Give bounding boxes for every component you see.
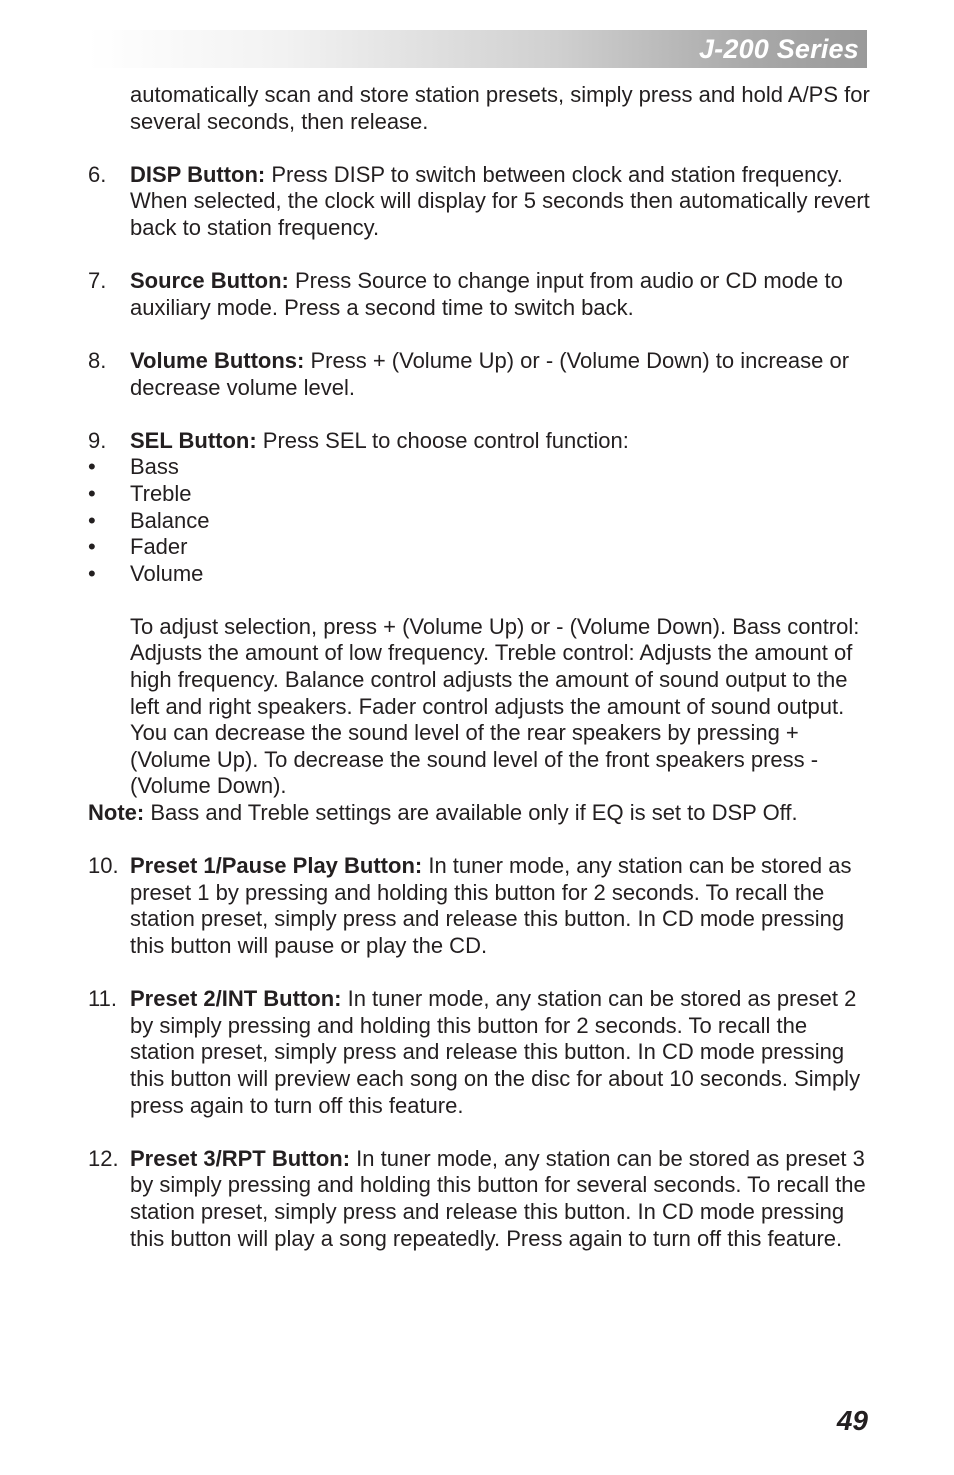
list-item-preset-1: [88, 853, 878, 959]
item-text: Press Source to change input from audio or CD mode to auxiliary mode. Press a second time to switch back.: [130, 268, 843, 320]
item-text: Press SEL to choose control function:: [256, 427, 629, 453]
bullet-item-fader: [88, 534, 878, 561]
adjust-paragraph: To adjust selection, press + (Volume Up) or - (Volume Down). Bass control: Adjusts the amount of low frequency. Treble control: Adjusts the amount of high frequency. Balance control adjusts the amount of sound output to the left and right speakers. Fader control adjusts the amount of sound output. You can decrease the sound level of the rear speakers by pressing + (Volume Up). To decrease the sound level of the front speakers press - (Volume Down).: [130, 613, 860, 799]
item-number: 10.: [88, 853, 119, 879]
bullet-text: Balance: [130, 507, 210, 533]
note-label: Note:: [88, 800, 145, 826]
list-item-sel: [88, 428, 878, 455]
item-number: 12.: [88, 1145, 119, 1171]
item-text: In tuner mode, any station can be stored as preset 3 by simply pressing and holding this button for several seconds. To recall the station preset, simply press and release this button. In CD mode pressing this button will play a song repeatedly. Press again to turn off this feature.: [130, 1145, 866, 1251]
list-item-preset-3: [88, 1146, 878, 1252]
bullet-text: Fader: [130, 534, 188, 560]
bullet-mark: •: [88, 534, 96, 560]
list-item-preset-2: [88, 986, 878, 1119]
bullet-item-treble: [88, 481, 878, 508]
bullet-text: Bass: [130, 454, 179, 480]
bullet-mark: •: [88, 480, 96, 506]
item-number: 7.: [88, 268, 107, 294]
bullet-mark: •: [88, 560, 96, 586]
list-item-source: [88, 268, 878, 321]
page-number: 49: [836, 1405, 868, 1436]
list-item-disp: [88, 162, 878, 242]
item-label: DISP Button:: [130, 161, 266, 187]
item-text: In tuner mode, any station can be stored as preset 2 by simply pressing and holding this button for 2 seconds. To recall the station preset, simply press and release this button. In CD mode pressing this button will preview each song on the disc for about 10 seconds. Simply press again to turn off this feature.: [130, 986, 861, 1118]
item-label: SEL Button:: [130, 427, 257, 453]
item-text: In tuner mode, any station can be stored as preset 1 by pressing and holding this button for 2 seconds. To recall the station preset, simply press and release this button. In CD mode pressing this button will pause or play the CD.: [130, 853, 852, 958]
header-bar: [88, 30, 867, 68]
item-label: Volume Buttons:: [130, 347, 305, 373]
bullet-mark: •: [88, 454, 96, 480]
manual-body: [88, 82, 878, 1252]
item-number: 6.: [88, 161, 107, 187]
bullet-item-volume: [88, 561, 878, 588]
item-number: 9.: [88, 427, 107, 453]
item-number: 11.: [88, 986, 117, 1012]
series-title: J-200 Series: [698, 34, 859, 64]
item-text: Press DISP to switch between clock and station frequency. When selected, the clock will display for 5 seconds then automatically revert back to station frequency.: [130, 161, 870, 240]
item-label: Source Button:: [130, 268, 289, 294]
bullet-text: Treble: [130, 480, 192, 506]
bullet-mark: •: [88, 507, 96, 533]
item-text: Press + (Volume Up) or - (Volume Down) to increase or decrease volume level.: [130, 347, 850, 400]
continuation-paragraph: automatically scan and store station presets, simply press and hold A/PS for several seconds, then release.: [130, 82, 870, 134]
item-number: 8.: [88, 347, 107, 373]
bullet-text: Volume: [130, 560, 204, 586]
bullet-item-bass: [88, 454, 878, 481]
note-text: Bass and Treble settings are available only if EQ is set to DSP Off.: [144, 800, 798, 826]
item-label: Preset 2/INT Button:: [130, 986, 342, 1012]
bullet-item-balance: [88, 508, 878, 535]
list-item-volume: [88, 348, 878, 401]
item-label: Preset 1/Pause Play Button:: [130, 853, 423, 879]
item-label: Preset 3/RPT Button:: [130, 1145, 351, 1171]
note-paragraph: [88, 800, 878, 827]
